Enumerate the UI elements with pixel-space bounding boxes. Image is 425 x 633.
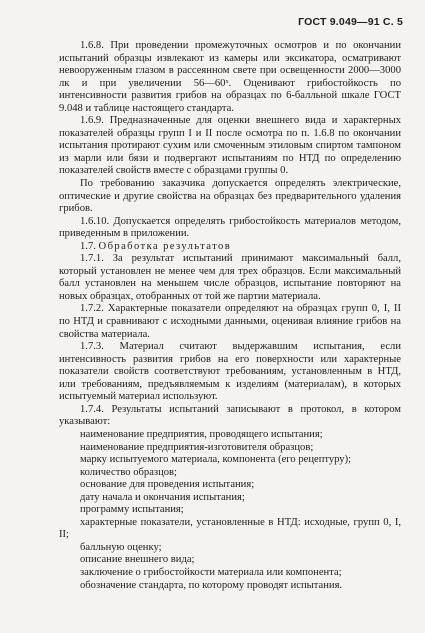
list-item: марку испытуемого материала, компонента (его рецептуру); (80, 454, 352, 466)
section-number: 1.7. (80, 240, 96, 252)
list-item: дату начала и окончания испытания; (80, 491, 245, 503)
clause-1-7-2: 1.7.2. Характерные показатели определяют на образцах групп 0, I, II по НТД и сравнивают с исходными данными, оценивая влияние грибов на свойства материала. (59, 303, 401, 340)
section-heading (59, 241, 401, 254)
customer-requirement-paragraph: По требованию заказчика допускается определять электрические, оптические и другие свойства на образцах без предварительного удаления грибов. (59, 178, 401, 215)
protocol-items-list (59, 429, 401, 592)
clause-1-7-3: 1.7.3. Материал считают выдержавшим испытания, если интенсивность развития грибов на его поверхности или характерные показатели свойств соответствуют требованиям, установленным в НТД, или требованиям, предъявляемым к изделиям (материалам), в которых испытуемый материал используют. (59, 341, 401, 403)
list-item: наименование предприятия, проводящего испытания; (80, 428, 323, 440)
list-item: балльную оценку; (80, 541, 162, 553)
list-item: количество образцов; (80, 466, 178, 478)
list-item: наименование предприятия-изготовителя образцов; (80, 441, 314, 453)
document-body (59, 40, 401, 592)
list-item: программу испытания; (80, 504, 184, 516)
clause-1-6-8: 1.6.8. При проведении промежуточных осмотров и по окончании испытаний образцы извлекают из камеры или эксикатора, осматривают невооруженным глазом в рассеянном свете при освещенности 2000—3000 лк и при увеличении 56—60ˣ. Оценивают грибостойкость по интенсивности развития грибов на образцах по 6-балльной шкале ГОСТ 9.048 и таблице настоящего стандарта. (59, 40, 401, 114)
clause-1-7-1: 1.7.1. За результат испытаний принимают максимальный балл, который установлен не менее чем для трех образцов. Если максимальный балл установлен на меньшем числе образцов, испытание повторяют на новых образцах, отобранных от той же партии материала. (59, 253, 401, 302)
list-item: характерные показатели, установленные в НТД: исходные, групп 0, I, II; (59, 516, 401, 541)
list-item: описание внешнего вида; (80, 554, 195, 566)
clause-1-6-9: 1.6.9. Предназначенные для оценки внешнего вида и характерных показателей образцы групп I и II после осмотра по п. 1.6.8 по окончании испытания протирают сухим или смоченным этиловым спиртом тампоном из марли или бязи и подвергают испытаниям по НТД по определению показателей свойств вместе с образцами группы 0. (59, 115, 401, 177)
running-head: ГОСТ 9.049—91 С. 5 (298, 16, 403, 28)
list-item: обозначение стандарта, по которому проводят испытания. (80, 579, 343, 591)
clause-1-6-10: 1.6.10. Допускается определять грибостойкость материалов методом, приведенным в приложении. (59, 215, 401, 240)
clause-1-7-4: 1.7.4. Результаты испытаний записывают в протокол, в котором указывают: (59, 403, 401, 428)
list-item: заключение о грибостойкости материала или компонента; (80, 566, 342, 578)
list-item: основание для проведения испытания; (80, 479, 255, 491)
section-title: Обработка результатов (98, 240, 232, 252)
